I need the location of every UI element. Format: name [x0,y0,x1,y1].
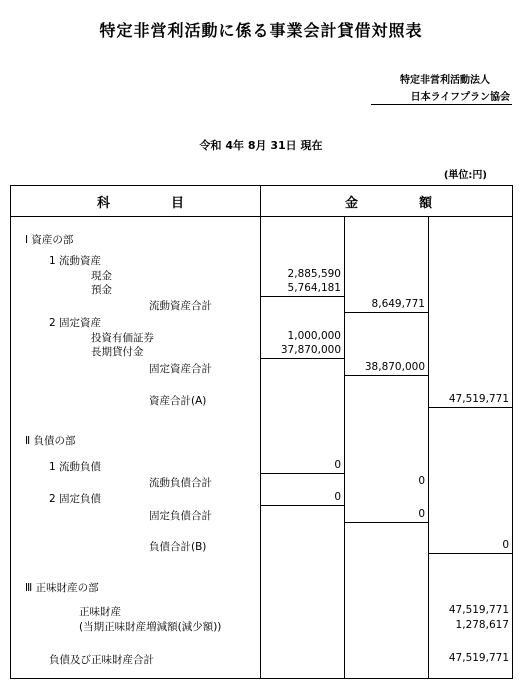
liabilities-section-label: Ⅱ 負債の部 [25,435,76,447]
current-assets-total-value: 8,649,771 [371,298,425,310]
rule [261,473,344,474]
fixed-liabilities-total-label: 固定負債合計 [149,510,212,522]
header-divider [11,216,512,217]
fixed-liabilities-total-value: 0 [418,508,425,520]
column-divider-3 [428,216,429,678]
cash-label: 現金 [91,270,112,282]
column-divider-2 [344,216,345,678]
current-assets-total-label: 流動資産合計 [149,300,212,312]
header-subject-1: 科 [97,196,111,211]
column-divider-1 [260,186,261,678]
fixed-assets-total-label: 固定資産合計 [149,363,212,375]
organization-name: 日本ライフプラン協会 [371,88,512,105]
fixed-liabilities-value: 0 [334,491,341,503]
rule [261,505,344,506]
net-assets-change-label: (当期正味財産増減額(減少額)) [79,621,222,633]
rule [429,407,512,408]
assets-total-label: 資産合計(A) [149,395,207,407]
grand-total-value: 47,519,771 [448,652,509,664]
document-title: 特定非営利活動に係る事業会計貸借対照表 [99,21,423,40]
header-amount-1: 金 [345,196,359,211]
net-assets-value: 47,519,771 [448,604,509,616]
fixed-liabilities-heading: 2 固定負債 [49,493,102,505]
as-of-date: 令和 4年 8月 31日 現在 [199,139,323,152]
rule [429,553,512,554]
rule [261,358,344,359]
balance-sheet-table [10,185,513,679]
current-liabilities-total-label: 流動負債合計 [149,477,212,489]
liabilities-total-label: 負債合計(B) [149,541,207,553]
rule [261,296,344,297]
net-assets-section-label: Ⅲ 正味財産の部 [25,582,99,594]
liabilities-total-value: 0 [502,539,509,551]
loans-value: 37,870,000 [280,344,341,356]
rule [345,375,428,376]
current-liabilities-value: 0 [334,459,341,471]
net-assets-label: 正味財産 [79,606,121,618]
deposit-value: 5,764,181 [287,282,341,294]
fixed-assets-total-value: 38,870,000 [364,361,425,373]
loans-label: 長期貸付金 [91,346,144,358]
current-liabilities-total-value: 0 [418,475,425,487]
securities-label: 投資有価証券 [91,332,154,344]
organization-type: 特定非営利活動法人 [400,75,490,86]
securities-value: 1,000,000 [287,330,341,342]
assets-total-value: 47,519,771 [448,393,509,405]
rule [345,312,428,313]
cash-value: 2,885,590 [287,268,341,280]
current-liabilities-heading: 1 流動負債 [49,461,102,473]
grand-total-label: 負債及び正味財産合計 [49,654,154,666]
net-assets-change-value: 1,278,617 [455,619,509,631]
header-subject-2: 目 [171,196,185,211]
current-assets-heading: 1 流動資産 [49,255,102,267]
header-amount-2: 額 [419,196,433,211]
fixed-assets-heading: 2 固定資産 [49,317,102,329]
deposit-label: 預金 [91,284,112,296]
rule [345,522,428,523]
assets-section-label: Ⅰ 資産の部 [25,234,74,246]
unit-label: (単位:円) [443,170,487,181]
